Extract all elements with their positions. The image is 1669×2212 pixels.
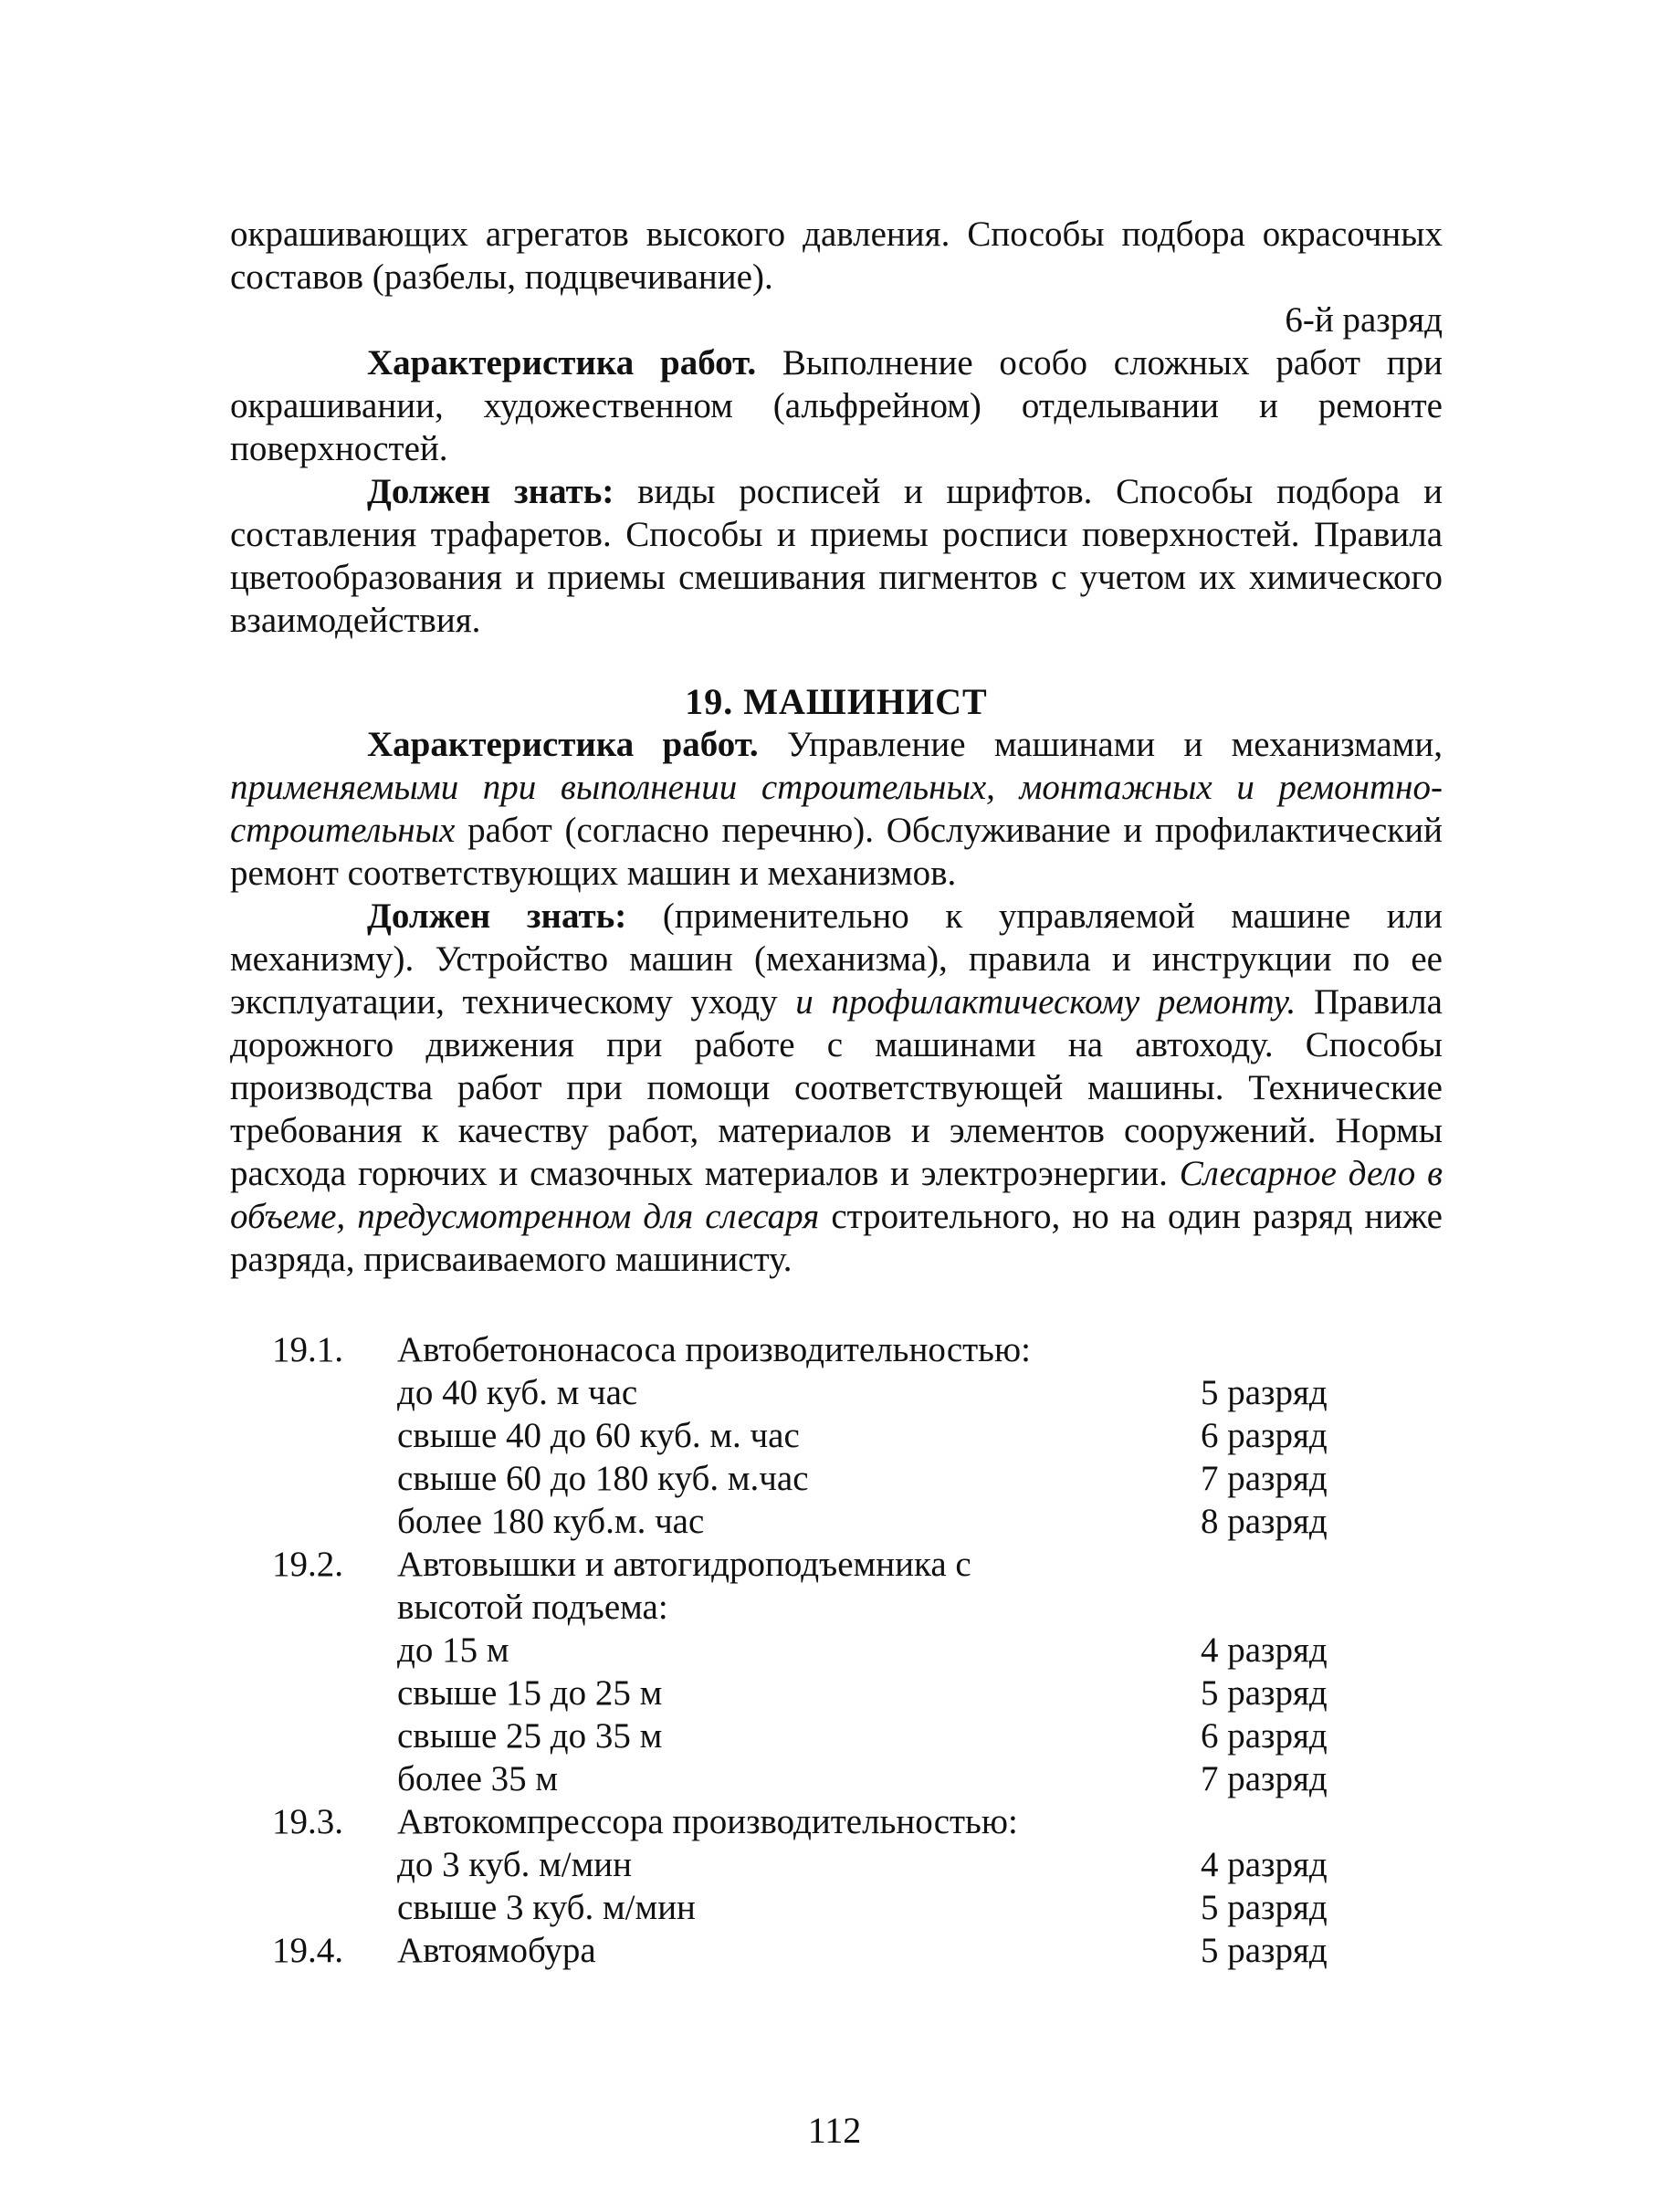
item-description: Автобетононасоса производительностью: (397, 1330, 1031, 1369)
item-grade: 4 разряд (1201, 1845, 1328, 1884)
knowledge-label: Должен знать: (367, 896, 627, 936)
list-item (230, 1800, 1443, 1843)
item-grade: 4 разряд (1201, 1630, 1328, 1670)
item-description: свыше 25 до 35 м (397, 1716, 663, 1756)
section-knowledge (230, 895, 1443, 1281)
item-number: 19.3. (272, 1802, 343, 1841)
item-grade: 6 разряд (1201, 1416, 1328, 1455)
list-item (230, 1543, 1443, 1586)
item-grade: 5 разряд (1201, 1373, 1328, 1412)
item-number (230, 1371, 397, 1414)
item-grade: 5 разряд (1201, 1673, 1328, 1713)
item-number (230, 1843, 397, 1886)
list-item (230, 1586, 1443, 1629)
knowledge-text: (применительно к управляемой машине или механизму). Устройство машин (механизма), правила и инструкции по ее эксплуатации, техническому уходу (230, 896, 1443, 1022)
list-item (230, 1500, 1443, 1543)
section-title: 19. МАШИНИСТ (685, 681, 988, 722)
list-item (230, 1328, 1443, 1371)
characteristics-label: Характеристика работ. (367, 343, 757, 383)
list-item (230, 1672, 1443, 1714)
item-number (230, 1500, 397, 1543)
characteristics-label: Характеристика работ. (367, 725, 759, 764)
list-item (230, 1371, 1443, 1414)
knowledge-text-middle: Правила дорожного движения при работе с машинами на автоходу. Способы производства работ при помощи соответствующей машины. Технические требования к качеству работ, материалов и элементов сооружений. Нормы расхода горючих и смазочных материалов и электроэнергии. (230, 982, 1443, 1193)
machine-list (230, 1328, 1443, 1972)
knowledge-label: Должен знать: (367, 472, 614, 511)
intro-paragraph: окрашивающих агрегатов высокого давления. Способы подбора окрасочных составов (разбелы, подцвечивание). (230, 215, 1443, 297)
item-number (230, 1457, 397, 1500)
list-item (230, 1757, 1443, 1800)
item-number (230, 1586, 397, 1629)
item-description: свыше 3 куб. м/мин (397, 1888, 696, 1927)
item-number (230, 1886, 397, 1929)
item-grade: 8 разряд (1201, 1502, 1328, 1541)
item-description: до 3 куб. м/мин (397, 1845, 633, 1884)
page-number: 112 (807, 2110, 862, 2151)
item-grade (1201, 1328, 1383, 1371)
item-description: Автокомпрессора производительностью: (397, 1802, 1018, 1841)
knowledge-italic-text-2: Слесарное дело в объеме, предусмотренном для слесаря (230, 1154, 1443, 1236)
grade-6-heading: 6-й разряд (1285, 300, 1443, 340)
item-grade (1201, 1586, 1383, 1629)
item-grade: 7 разряд (1201, 1759, 1328, 1798)
item-description: Автовышки и автогидроподъемника с (397, 1545, 971, 1584)
item-grade: 5 разряд (1201, 1888, 1328, 1927)
item-grade: 5 разряд (1201, 1931, 1328, 1970)
list-item (230, 1414, 1443, 1457)
list-item (230, 1714, 1443, 1757)
item-description: до 40 куб. м час (397, 1373, 638, 1412)
item-description: свыше 15 до 25 м (397, 1673, 663, 1713)
item-description: высотой подъема: (397, 1588, 668, 1627)
item-description: более 35 м (397, 1759, 559, 1798)
item-number (230, 1672, 397, 1714)
item-grade: 6 разряд (1201, 1716, 1328, 1756)
characteristics-text-end: работ (согласно перечню). Обслуживание и профилактический ремонт соответствующих машин и механизмов. (230, 811, 1443, 893)
knowledge-italic-text: и профилактическому ремонту. (795, 982, 1296, 1022)
knowledge-text: виды росписей и шрифтов. Способы подбора и составления трафаретов. Способы и приемы росписи поверхностей. Правила цветообразования и приемы смешивания пигментов с учетом их химического взаимодействия. (230, 472, 1443, 640)
item-description: до 15 м (397, 1630, 509, 1670)
item-description: Автоямобура (397, 1931, 596, 1970)
item-number (230, 1757, 397, 1800)
item-number: 19.2. (272, 1545, 343, 1584)
item-number: 19.1. (272, 1330, 343, 1369)
item-number (230, 1629, 397, 1672)
grade-6-characteristics (230, 341, 1443, 470)
characteristics-text: Выполнение особо сложных работ при окрашивании, художественном (альфрейном) отделывании и ремонте поверхностей. (230, 343, 1443, 468)
item-number (230, 1714, 397, 1757)
list-item (230, 1886, 1443, 1929)
section-characteristics (230, 723, 1443, 895)
list-item (230, 1929, 1443, 1972)
item-description: свыше 40 до 60 куб. м. час (397, 1416, 800, 1455)
grade-6-knowledge (230, 470, 1443, 642)
body-text-top (230, 213, 1443, 642)
item-description: свыше 60 до 180 куб. м.час (397, 1459, 809, 1498)
characteristics-text: Управление машинами и механизмами, (758, 725, 1443, 764)
list-item (230, 1457, 1443, 1500)
characteristics-italic-text: применяемыми при выполнении строительных, монтажных и ремонтно-строительных (230, 768, 1443, 850)
section-19 (230, 680, 1443, 1281)
knowledge-text-end: строительного, но на один разряд ниже разряда, присваиваемого машинисту. (230, 1197, 1443, 1279)
list-item (230, 1843, 1443, 1886)
item-description: более 180 куб.м. час (397, 1502, 705, 1541)
item-number (230, 1414, 397, 1457)
item-number: 19.4. (272, 1931, 343, 1970)
item-grade (1201, 1543, 1383, 1586)
item-grade (1201, 1800, 1383, 1843)
list-item (230, 1629, 1443, 1672)
item-grade: 7 разряд (1201, 1459, 1328, 1498)
